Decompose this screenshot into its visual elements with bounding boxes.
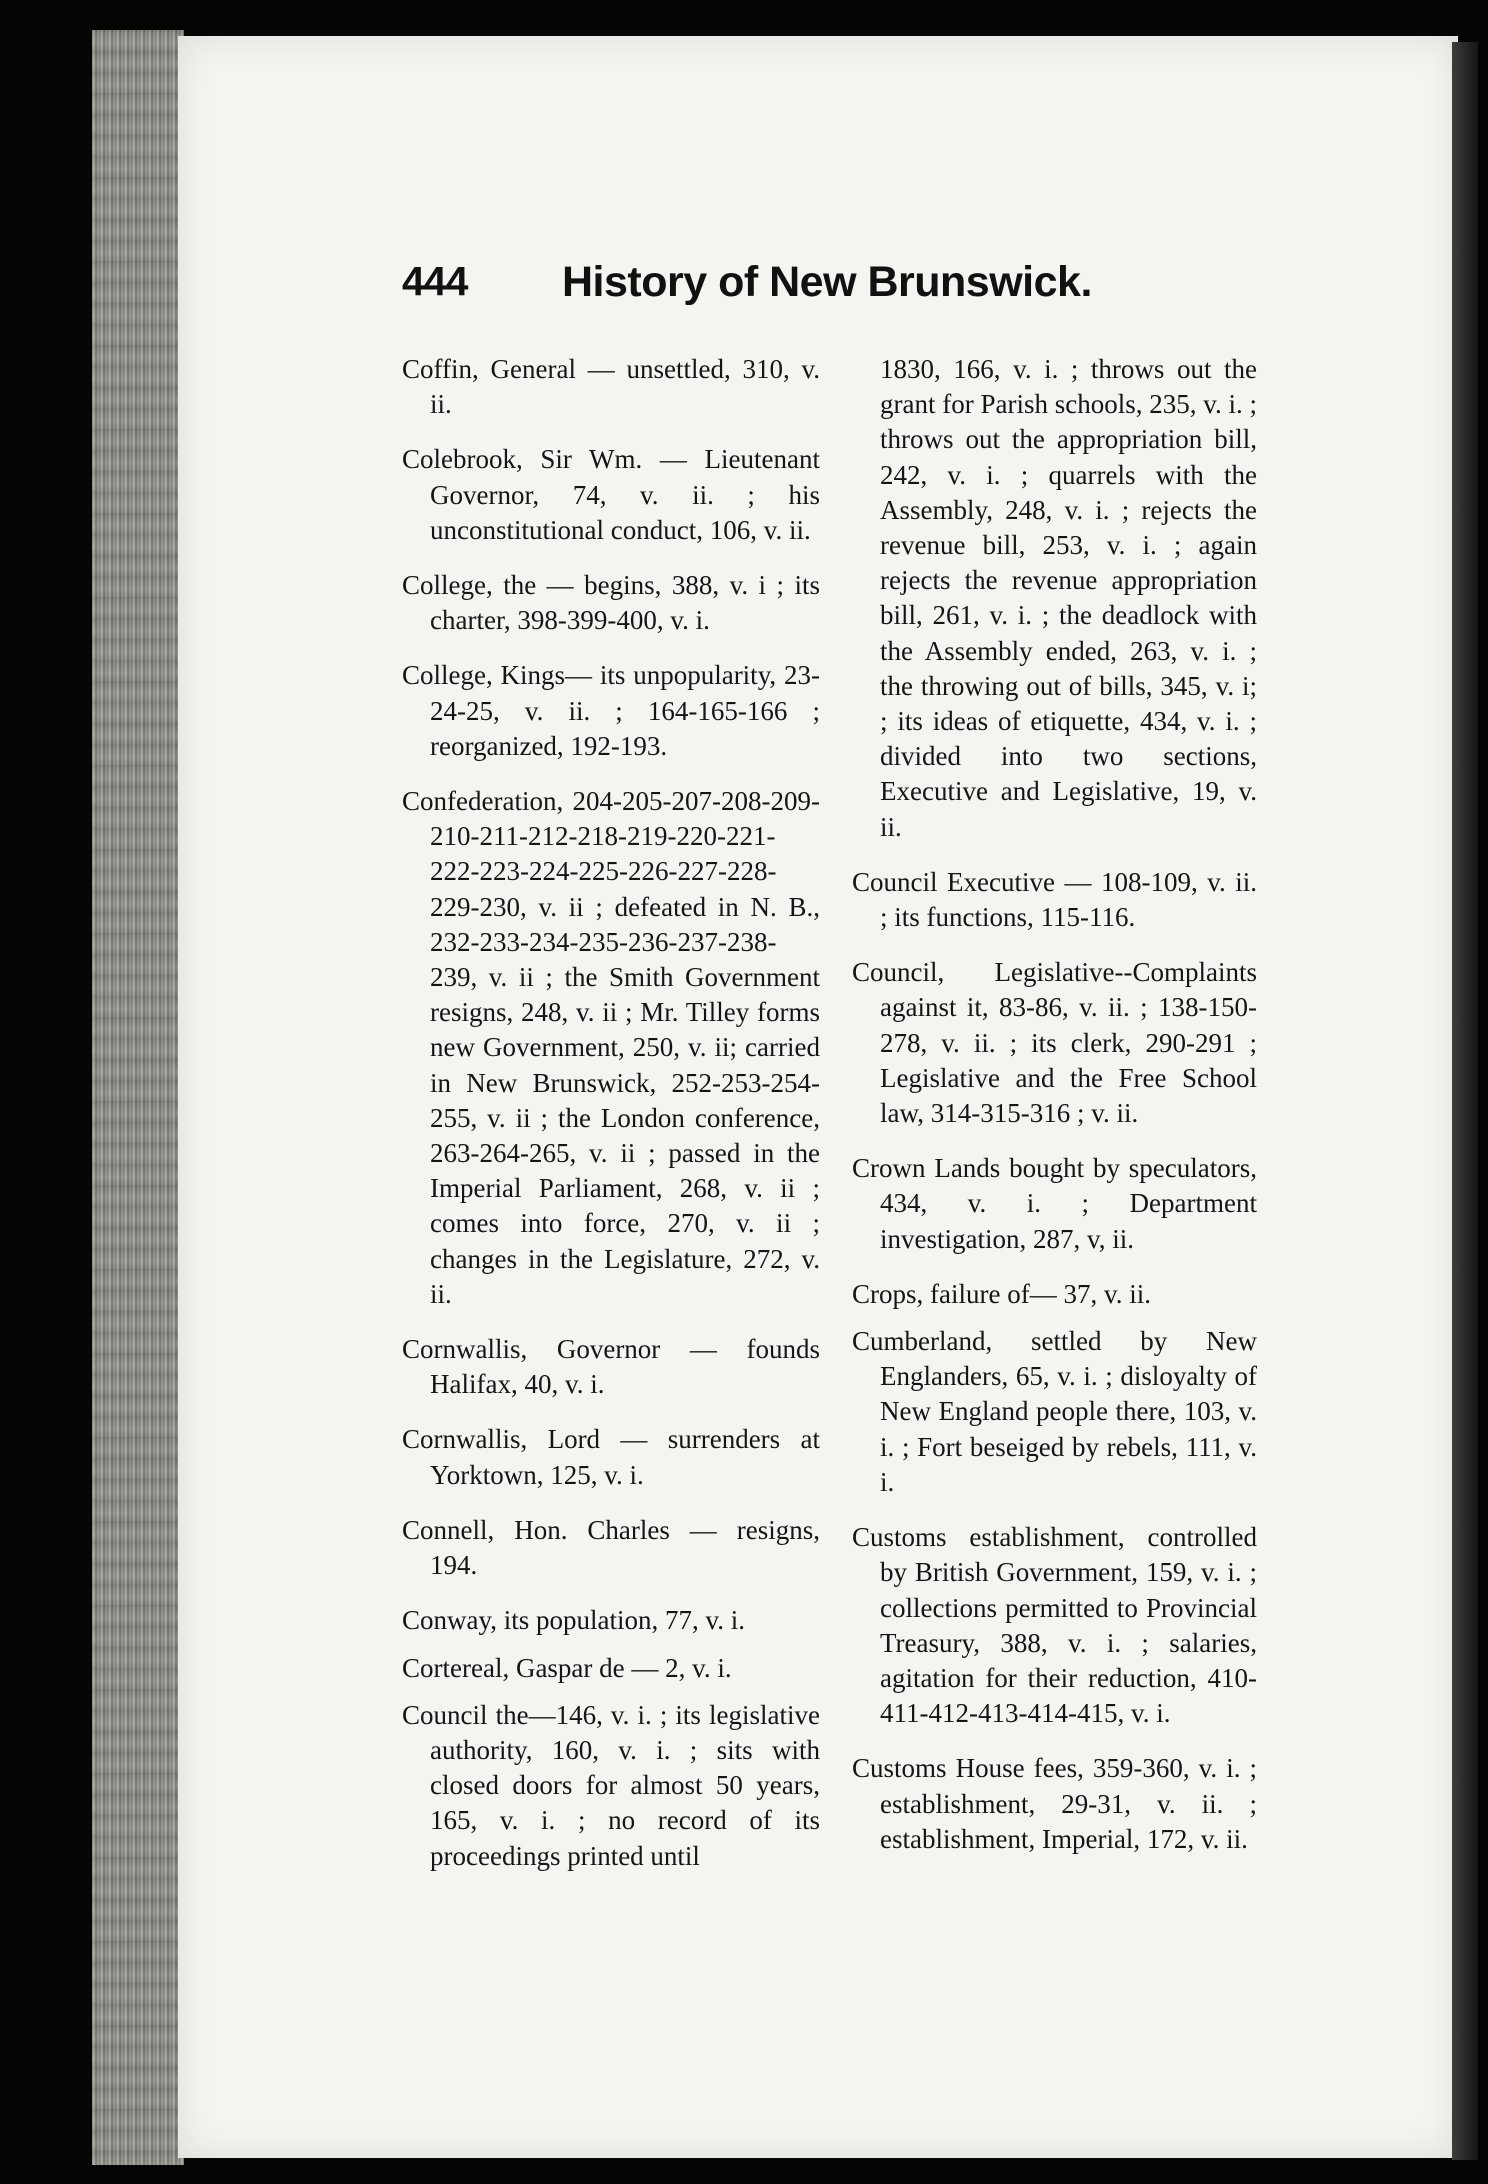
index-entry-customs-establishment: Customs establishment, controlled by British Government, 159, v. i. ; collections permitted to Provincial Treasury, 388, v. i. ; salaries, agitation for their reduction, 410-411-412-413-414-415, v. i. [852, 1522, 1257, 1729]
index-entry-college-kings: College, Kings— its unpopularity, 23-24-25, v. ii. ; 164-165-166 ; reorganized, 192-193. [402, 660, 820, 761]
index-entry-confederation: Confederation, 204-205-207-208-209-210-211-212-218-219-220-221-222-223-224-225-226-227-228-229-230, v. ii ; defeated in N. B., 232-233-234-235-236-237-238-239, v. ii ; the Smith Government resigns, 248, v. ii ; Mr. Tilley forms new Government, 250, v. ii; carried in New Brunswick, 252-253-254-255, v. ii ; the London conference, 263-264-265, v. ii ; passed in the Imperial Parliament, 268, v. ii ; comes into force, 270, v. ii ; changes in the Legislature, 272, v. ii. [402, 786, 820, 1309]
index-column-right [852, 352, 1257, 1877]
binding-shadow [1452, 42, 1478, 2160]
index-entry-council-legislative: Council, Legislative--Complaints against it, 83-86, v. ii. ; 138-150-278, v. ii. ; its clerk, 290-291 ; Legislative and the Free School law, 314-315-316 ; v. ii. [852, 957, 1257, 1129]
index-entry-conway: Conway, its population, 77, v. i. [402, 1605, 745, 1636]
book-page-edges [92, 30, 184, 2165]
index-entry-council-continued: 1830, 166, v. i. ; throws out the grant for Parish schools, 235, v. i. ; throws out the appropriation bill, 242, v. i. ; quarrels with the Assembly, 248, v. i. ; rejects the revenue bill, 253, v. i. ; again rejects the revenue appropriation bill, 261, v. i. ; the deadlock with the Assembly ended, 263, v. i. ; the throwing out of bills, 345, v. i; ; its ideas of etiquette, 434, v. i. ; divided into two sections, Executive and Legislative, 19, v. ii. [880, 354, 1257, 842]
index-entry-cumberland: Cumberland, settled by New Englanders, 65, v. i. ; disloyalty of New England people there, 103, v. i. ; Fort beseiged by rebels, 111, v. i. [852, 1326, 1257, 1497]
index-entry-cornwallis-lord: Cornwallis, Lord — surrenders at Yorktown, 125, v. i. [402, 1424, 820, 1490]
index-column-left [402, 352, 820, 1894]
index-entry-college: College, the — begins, 388, v. i ; its charter, 398-399-400, v. i. [402, 570, 820, 636]
page-header [402, 258, 1262, 328]
index-entry-coffin: Coffin, General — unsettled, 310, v. ii. [402, 354, 820, 420]
index-entry-crown-lands: Crown Lands bought by speculators, 434, v. i. ; Department investigation, 287, v, ii. [852, 1153, 1257, 1254]
index-entry-council-executive: Council Executive — 108-109, v. ii. ; its functions, 115-116. [852, 866, 1257, 933]
index-entry-colebrook: Colebrook, Sir Wm. — Lieutenant Governor, 74, v. ii. ; his unconstitutional conduct, 106, v. ii. [402, 444, 820, 545]
page-number: 444 [402, 258, 468, 304]
index-entry-customs-house-fees: Customs House fees, 359-360, v. i. ; establishment, 29-31, v. ii. ; establishment, Imperial, 172, v. ii. [852, 1753, 1257, 1854]
running-title: History of New Brunswick. [562, 258, 1092, 306]
index-entry-cortereal: Cortereal, Gaspar de — 2, v. i. [402, 1652, 732, 1683]
index-entry-connell: Connell, Hon. Charles — resigns, 194. [402, 1514, 820, 1581]
index-entry-crops: Crops, failure of— 37, v. ii. [852, 1278, 1151, 1309]
index-entry-cornwallis-governor: Cornwallis, Governor — founds Halifax, 40, v. i. [402, 1334, 820, 1400]
index-entry-council: Council the—146, v. i. ; its legislative authority, 160, v. i. ; sits with closed doors for almost 50 years, 165, v. i. ; no record of its proceedings printed until [402, 1699, 820, 1871]
